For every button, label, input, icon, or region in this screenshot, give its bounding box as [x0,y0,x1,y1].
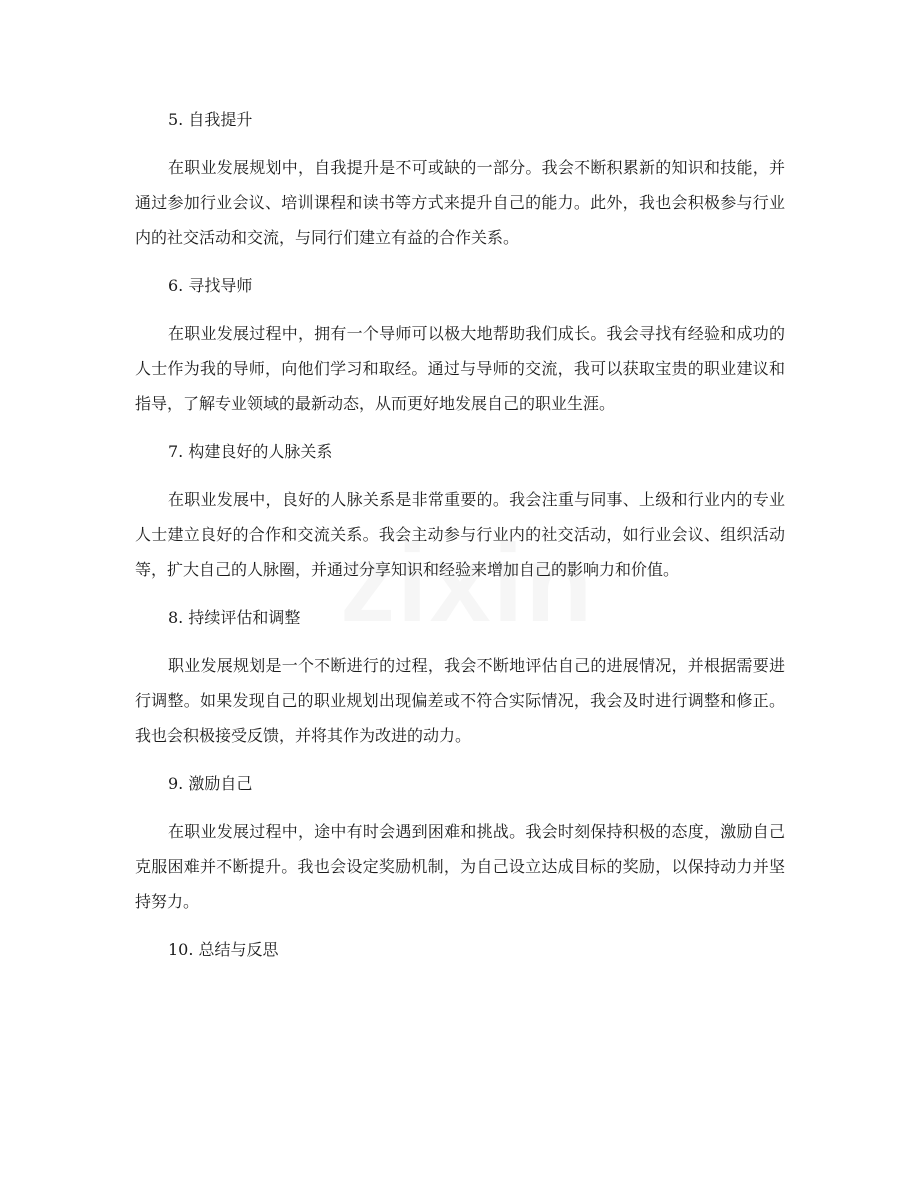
section-paragraph-6: 在职业发展过程中，拥有一个导师可以极大地帮助我们成长。我会寻找有经验和成功的人士作为我的导师，向他们学习和取经。通过与导师的交流，我可以获取宝贵的职业建议和指导，了解专业领域的最新动态，从而更好地发展自己的职业生涯。 [135,324,785,413]
section-heading-7: 7. 构建良好的人脉关系 [168,442,333,461]
section-heading-8: 8. 持续评估和调整 [168,608,301,627]
section-heading-6: 6. 寻找导师 [168,276,253,295]
section-paragraph-9: 在职业发展过程中，途中有时会遇到困难和挑战。我会时刻保持积极的态度，激励自己克服困难并不断提升。我也会设定奖励机制，为自己设立达成目标的奖励，以保持动力并坚持努力。 [135,822,785,911]
section-heading-5: 5. 自我提升 [168,110,253,129]
section-paragraph-5: 在职业发展规划中，自我提升是不可或缺的一部分。我会不断积累新的知识和技能，并通过参加行业会议、培训课程和读书等方式来提升自己的能力。此外，我也会积极参与行业内的社交活动和交流，与同行们建立有益的合作关系。 [135,158,785,247]
section-paragraph-8: 职业发展规划是一个不断进行的过程，我会不断地评估自己的进展情况，并根据需要进行调整。如果发现自己的职业规划出现偏差或不符合实际情况，我会及时进行调整和修正。我也会积极接受反馈，并将其作为改进的动力。 [135,656,785,745]
section-heading-10: 10. 总结与反思 [168,940,279,959]
document-body [135,104,785,980]
section-paragraph-7: 在职业发展中，良好的人脉关系是非常重要的。我会注重与同事、上级和行业内的专业人士建立良好的合作和交流关系。我会主动参与行业内的社交活动，如行业会议、组织活动等，扩大自己的人脉圈，并通过分享知识和经验来增加自己的影响力和价值。 [135,490,785,579]
section-heading-9: 9. 激励自己 [168,774,253,793]
